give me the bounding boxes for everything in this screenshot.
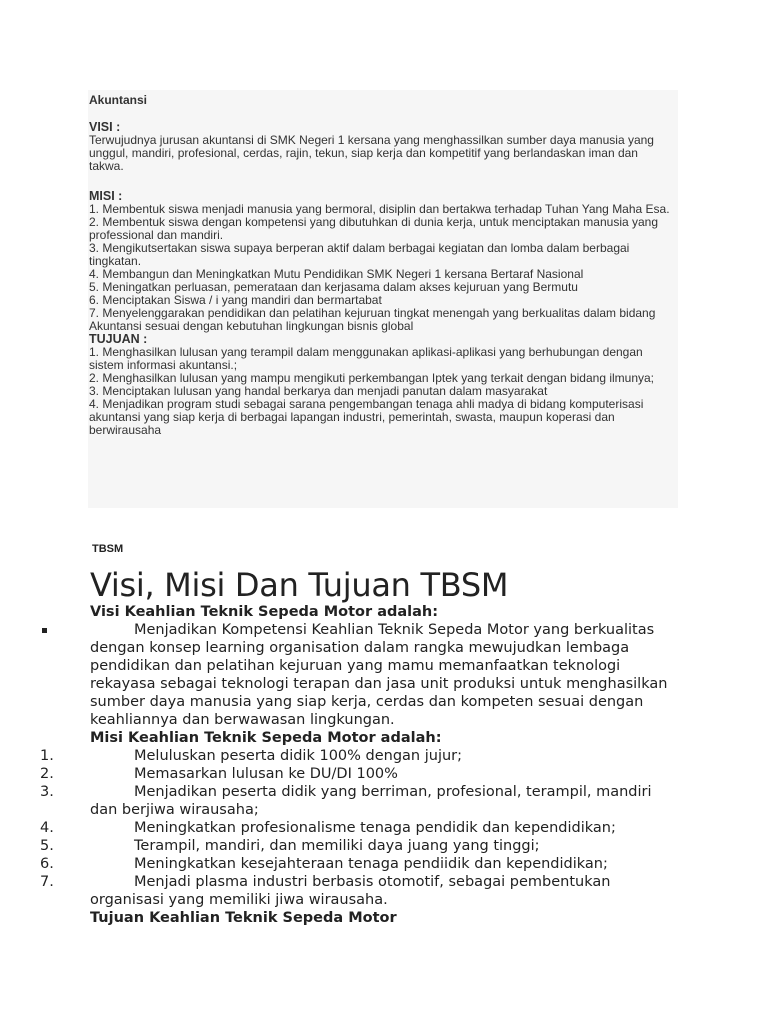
list-text: Meningkatkan profesionalisme tenaga pendidik dan kependidikan; bbox=[134, 820, 616, 836]
list-item bbox=[0, 819, 768, 837]
misi-item: 1. Membentuk siswa menjadi manusia yang bermoral, disiplin dan bertakwa terhadap Tuhan Yang Maha Esa. bbox=[89, 202, 670, 216]
list-item bbox=[0, 747, 768, 765]
tujuan-heading: TUJUAN : bbox=[89, 332, 148, 346]
list-number: 7. bbox=[40, 874, 54, 890]
list-text: Terampil, mandiri, dan memiliki daya juang yang tinggi; bbox=[134, 838, 540, 854]
list-item bbox=[0, 783, 768, 819]
list-item bbox=[0, 837, 768, 855]
list-number: 4. bbox=[40, 820, 54, 836]
list-number: 3. bbox=[40, 784, 54, 800]
list-text: Memasarkan lulusan ke DU/DI 100% bbox=[134, 766, 398, 782]
tujuan-item: 1. Menghasilkan lulusan yang terampil dalam menggunakan aplikasi-aplikasi yang berhubungan dengan sistem informasi akuntansi.; bbox=[89, 345, 643, 372]
tujuan-item: 3. Menciptakan lulusan yang handal berkarya dan menjadi panutan dalam masyarakat bbox=[89, 384, 548, 398]
list-item bbox=[0, 765, 768, 783]
list-text: Meningkatkan kesejahteraan tenaga pendiidik dan kependidikan; bbox=[134, 856, 608, 872]
misi-item: 6. Menciptakan Siswa / i yang mandiri dan bermartabat bbox=[89, 293, 382, 307]
tujuan-item: 2. Menghasilkan lulusan yang mampu mengikuti perkembangan Iptek yang terkait dengan bidang ilmunya; bbox=[89, 371, 655, 385]
visi-heading: VISI : bbox=[89, 120, 121, 134]
misi-item: 7. Menyelenggarakan pendidikan dan pelatihan kejuruan tingkat menengah yang berkualitas dalam bidang Akuntansi sesuai dengan kebutuhan lingkungan bisnis global bbox=[89, 306, 656, 333]
tbsm-label: TBSM bbox=[92, 543, 124, 555]
visi-text: Terwujudnya jurusan akuntansi di SMK Negeri 1 kersana yang menghassilkan sumber daya manusia yang unggul, mandiri, profesional, cerdas, rajin, tekun, siap kerja dan kompetitif yang berlandaskan iman dan takwa. bbox=[89, 133, 654, 173]
tujuan-item: 4. Menjadikan program studi sebagai sarana pengembangan tenaga ahli madya di bidang komputerisasi akuntansi yang siap kerja di berbagai lapangan industri, pemerintah, swasta, maupun koperasi dan berwirausaha bbox=[89, 397, 644, 437]
list-item bbox=[0, 873, 768, 909]
misi-item: 2. Membentuk siswa dengan kompetensi yang dibutuhkan di dunia kerja, untuk menciptakan manusia yang professional dan mandiri. bbox=[89, 215, 659, 242]
list-item bbox=[0, 855, 768, 873]
akuntansi-section bbox=[88, 90, 678, 508]
tbsm-visi-text: Menjadikan Kompetensi Keahlian Teknik Sepeda Motor yang berkualitas dengan konsep learning organisation dalam rangka mewujudkan lembaga pendidikan dan pelatihan kejuruan yang mamu memanfaatkan teknologi rekayasa sebagai teknologi terapan dan jasa unit produksi untuk menghasilkan sumber daya manusia yang siap kerja, cerdas dan kompeten sesuai dengan keahliannya dan berwawasan lingkungan. bbox=[90, 622, 668, 728]
list-text: Menjadi plasma industri berbasis otomotif, sebagai pembentukan organisasi yang memiliki jiwa wirausaha. bbox=[90, 874, 611, 908]
bullet-icon bbox=[42, 628, 47, 633]
list-number: 5. bbox=[40, 838, 54, 854]
list-number: 6. bbox=[40, 856, 54, 872]
list-item bbox=[0, 621, 768, 729]
misi-item: 5. Meningatkan perluasan, pemerataan dan kerjasama dalam akses kejuruan yang Bermutu bbox=[89, 280, 578, 294]
tbsm-tujuan-heading: Tujuan Keahlian Teknik Sepeda Motor bbox=[90, 910, 397, 926]
tbsm-section bbox=[0, 603, 768, 927]
list-text: Meluluskan peserta didik 100% dengan jujur; bbox=[134, 748, 463, 764]
list-text: Menjadikan peserta didik yang berriman, profesional, terampil, mandiri dan berjiwa wirausaha; bbox=[90, 784, 652, 818]
list-number: 1. bbox=[40, 748, 54, 764]
tbsm-misi-heading: Misi Keahlian Teknik Sepeda Motor adalah: bbox=[90, 730, 442, 746]
misi-item: 4. Membangun dan Meningkatkan Mutu Pendidikan SMK Negeri 1 kersana Bertaraf Nasional bbox=[89, 267, 584, 281]
misi-item: 3. Mengikutsertakan siswa supaya berperan aktif dalam berbagai kegiatan dan lomba dalam berbagai tingkatan. bbox=[89, 241, 630, 268]
page-title: Visi, Misi Dan Tujuan TBSM bbox=[90, 566, 509, 604]
misi-heading: MISI : bbox=[89, 189, 123, 203]
akuntansi-title: Akuntansi bbox=[89, 93, 148, 107]
list-number: 2. bbox=[40, 766, 54, 782]
tbsm-visi-heading: Visi Keahlian Teknik Sepeda Motor adalah: bbox=[90, 604, 439, 620]
